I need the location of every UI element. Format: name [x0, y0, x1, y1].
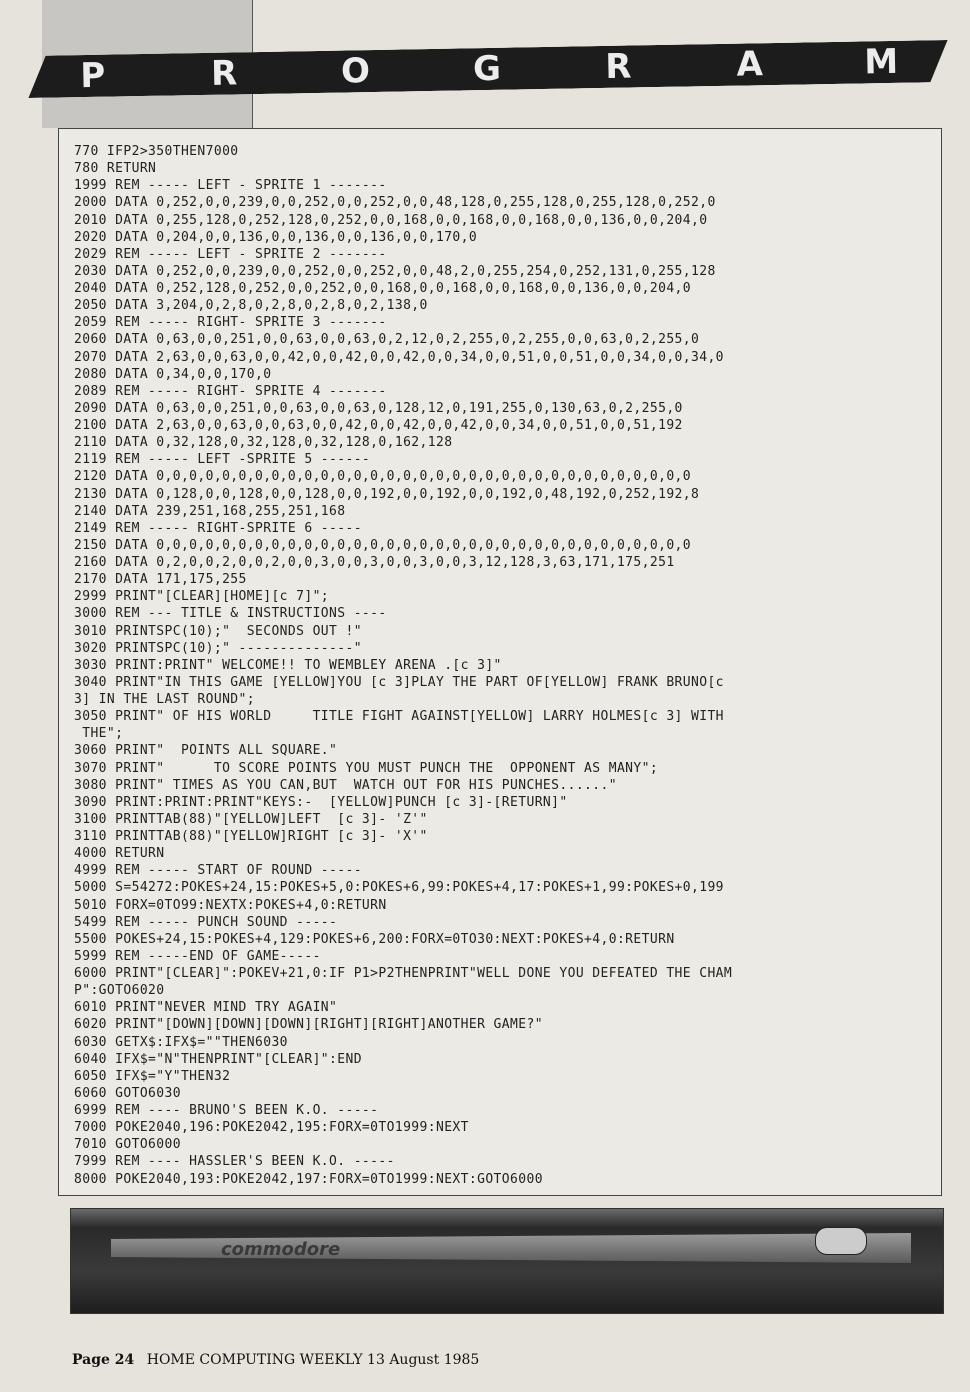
code-line: 2029 REM ----- LEFT - SPRITE 2 -------	[74, 246, 387, 262]
code-line: 4999 REM ----- START OF ROUND -----	[74, 863, 362, 879]
banner-letter: O	[340, 51, 373, 92]
code-line: 6060 GOTO6030	[74, 1085, 181, 1101]
banner-letter: R	[210, 53, 240, 94]
code-line: 4000 RETURN	[74, 846, 165, 862]
code-line: 3020 PRINTSPC(10);" --------------"	[74, 640, 362, 656]
banner-letter: M	[863, 41, 901, 83]
code-line: 3070 PRINT" TO SCORE POINTS YOU MUST PUNCH THE OPPONENT AS MANY";	[74, 760, 659, 776]
code-line: 2010 DATA 0,255,128,0,252,128,0,252,0,0,168,0,0,168,0,0,168,0,0,136,0,0,204,0	[74, 212, 708, 228]
code-line: 2000 DATA 0,252,0,0,239,0,0,252,0,0,252,0,0,48,128,0,255,128,0,255,128,0,252,0	[74, 195, 716, 211]
code-line: P":GOTO6020	[74, 983, 165, 999]
code-line: 2050 DATA 3,204,0,2,8,0,2,8,0,2,8,0,2,138,0	[74, 298, 428, 314]
code-line: 3100 PRINTTAB(88)"[YELLOW]LEFT [c 3]- 'Z'"	[74, 811, 428, 827]
code-line: 3030 PRINT:PRINT" WELCOME!! TO WEMBLEY ARENA .[c 3]"	[74, 657, 502, 673]
code-line: 3060 PRINT" POINTS ALL SQUARE."	[74, 743, 338, 759]
code-line: 2090 DATA 0,63,0,0,251,0,0,63,0,0,63,0,128,12,0,191,255,0,130,63,0,2,255,0	[74, 400, 683, 416]
code-line: 2110 DATA 0,32,128,0,32,128,0,32,128,0,162,128	[74, 435, 453, 451]
code-line: 770 IFP2>350THEN7000	[74, 144, 239, 159]
code-line: 5000 S=54272:POKES+24,15:POKES+5,0:POKES+6,99:POKES+4,17:POKES+1,99:POKES+0,199	[74, 880, 724, 896]
code-line: 6030 GETX$:IFX$=""THEN6030	[74, 1034, 288, 1050]
code-line: 2160 DATA 0,2,0,0,2,0,0,2,0,0,3,0,0,3,0,0,3,0,0,3,12,128,3,63,171,175,251	[74, 555, 675, 570]
code-line: 6050 IFX$="Y"THEN32	[74, 1068, 231, 1084]
code-line: 7010 GOTO6000	[74, 1137, 181, 1153]
code-line: 6999 REM ---- BRUNO'S BEEN K.O. -----	[74, 1103, 379, 1118]
code-line: 2030 DATA 0,252,0,0,239,0,0,252,0,0,252,0,0,48,2,0,255,254,0,252,131,0,255,128	[74, 263, 716, 279]
code-line: 2089 REM ----- RIGHT- SPRITE 4 -------	[74, 383, 387, 399]
code-line: 3000 REM --- TITLE & INSTRUCTIONS ----	[74, 606, 387, 622]
banner-letter: R	[604, 46, 634, 87]
publication-line: HOME COMPUTING WEEKLY 13 August 1985	[146, 1352, 480, 1368]
code-line: 6040 IFX$="N"THENPRINT"[CLEAR]":END	[74, 1051, 362, 1067]
code-line: 2150 DATA 0,0,0,0,0,0,0,0,0,0,0,0,0,0,0,0,0,0,0,0,0,0,0,0,0,0,0,0,0,0,0,0,0	[74, 537, 691, 553]
code-line: 2060 DATA 0,63,0,0,251,0,0,63,0,0,63,0,2,12,0,2,255,0,2,255,0,0,63,0,2,255,0	[74, 332, 700, 348]
code-line: 2170 DATA 171,175,255	[74, 572, 247, 588]
code-line: 3040 PRINT"IN THIS GAME [YELLOW]YOU [c 3]PLAY THE PART OF[YELLOW] FRANK BRUNO[c	[74, 674, 724, 690]
banner-letter: A	[736, 44, 766, 85]
code-line: THE";	[74, 726, 124, 742]
code-line: 2130 DATA 0,128,0,0,128,0,0,128,0,0,192,0,0,192,0,0,192,0,48,192,0,252,192,8	[74, 486, 700, 502]
code-line: 1999 REM ----- LEFT - SPRITE 1 -------	[74, 178, 387, 194]
banner-letter: G	[472, 48, 504, 90]
code-line: 5499 REM ----- PUNCH SOUND -----	[74, 914, 338, 930]
code-line: 2119 REM ----- LEFT -SPRITE 5 ------	[74, 452, 371, 468]
code-line: 2040 DATA 0,252,128,0,252,0,0,252,0,0,168,0,0,168,0,0,168,0,0,136,0,0,204,0	[74, 281, 691, 296]
code-line: 2149 REM ----- RIGHT-SPRITE 6 -----	[74, 520, 362, 536]
keyboard-photo	[70, 1208, 944, 1314]
c64-badge-icon	[815, 1227, 867, 1255]
code-line: 3] IN THE LAST ROUND";	[74, 692, 255, 707]
code-line: 2120 DATA 0,0,0,0,0,0,0,0,0,0,0,0,0,0,0,0,0,0,0,0,0,0,0,0,0,0,0,0,0,0,0,0,0	[74, 469, 691, 485]
basic-program-listing	[74, 143, 930, 1188]
commodore-logo: commodore	[221, 1239, 341, 1260]
code-line: 3080 PRINT" TIMES AS YOU CAN,BUT WATCH OUT FOR HIS PUNCHES......"	[74, 777, 617, 793]
code-line: 2070 DATA 2,63,0,0,63,0,0,42,0,0,42,0,0,42,0,0,34,0,0,51,0,0,51,0,0,34,0,0,34,0	[74, 349, 724, 365]
code-line: 3050 PRINT" OF HIS WORLD TITLE FIGHT AGAINST[YELLOW] LARRY HOLMES[c 3] WITH	[74, 709, 724, 725]
code-line: 3010 PRINTSPC(10);" SECONDS OUT !"	[74, 623, 362, 639]
code-line: 2999 PRINT"[CLEAR][HOME][c 7]";	[74, 589, 330, 605]
page-number: Page 24	[72, 1352, 135, 1368]
code-line: 6000 PRINT"[CLEAR]":POKEV+21,0:IF P1>P2THENPRINT"WELL DONE YOU DEFEATED THE CHAM	[74, 966, 733, 981]
code-line: 2020 DATA 0,204,0,0,136,0,0,136,0,0,136,0,0,170,0	[74, 229, 478, 245]
code-line: 6010 PRINT"NEVER MIND TRY AGAIN"	[74, 1000, 338, 1016]
code-line: 2140 DATA 239,251,168,255,251,168	[74, 503, 346, 519]
code-line: 7000 POKE2040,196:POKE2042,195:FORX=0TO1999:NEXT	[74, 1120, 469, 1136]
code-line: 8000 POKE2040,193:POKE2042,197:FORX=0TO1999:NEXT:GOTO6000	[74, 1171, 543, 1187]
code-line: 5010 FORX=0TO99:NEXTX:POKES+4,0:RETURN	[74, 897, 387, 913]
code-line: 780 RETURN	[74, 161, 157, 177]
code-line: 2080 DATA 0,34,0,0,170,0	[74, 366, 272, 382]
code-line: 5500 POKES+24,15:POKES+4,129:POKES+6,200:FORX=0TO30:NEXT:POKES+4,0:RETURN	[74, 931, 675, 947]
code-line: 5999 REM -----END OF GAME-----	[74, 948, 321, 964]
code-line: 6020 PRINT"[DOWN][DOWN][DOWN][RIGHT][RIGHT]ANOTHER GAME?"	[74, 1017, 543, 1033]
banner-letter: P	[79, 55, 108, 97]
code-line: 7999 REM ---- HASSLER'S BEEN K.O. -----	[74, 1154, 395, 1170]
code-line: 2059 REM ----- RIGHT- SPRITE 3 -------	[74, 315, 387, 331]
code-line: 3090 PRINT:PRINT:PRINT"KEYS:- [YELLOW]PUNCH [c 3]-[RETURN]"	[74, 794, 568, 810]
code-line: 2100 DATA 2,63,0,0,63,0,0,63,0,0,42,0,0,42,0,0,42,0,0,34,0,0,51,0,0,51,192	[74, 418, 683, 433]
page-footer	[72, 1352, 479, 1368]
code-line: 3110 PRINTTAB(88)"[YELLOW]RIGHT [c 3]- 'X'"	[74, 829, 428, 844]
